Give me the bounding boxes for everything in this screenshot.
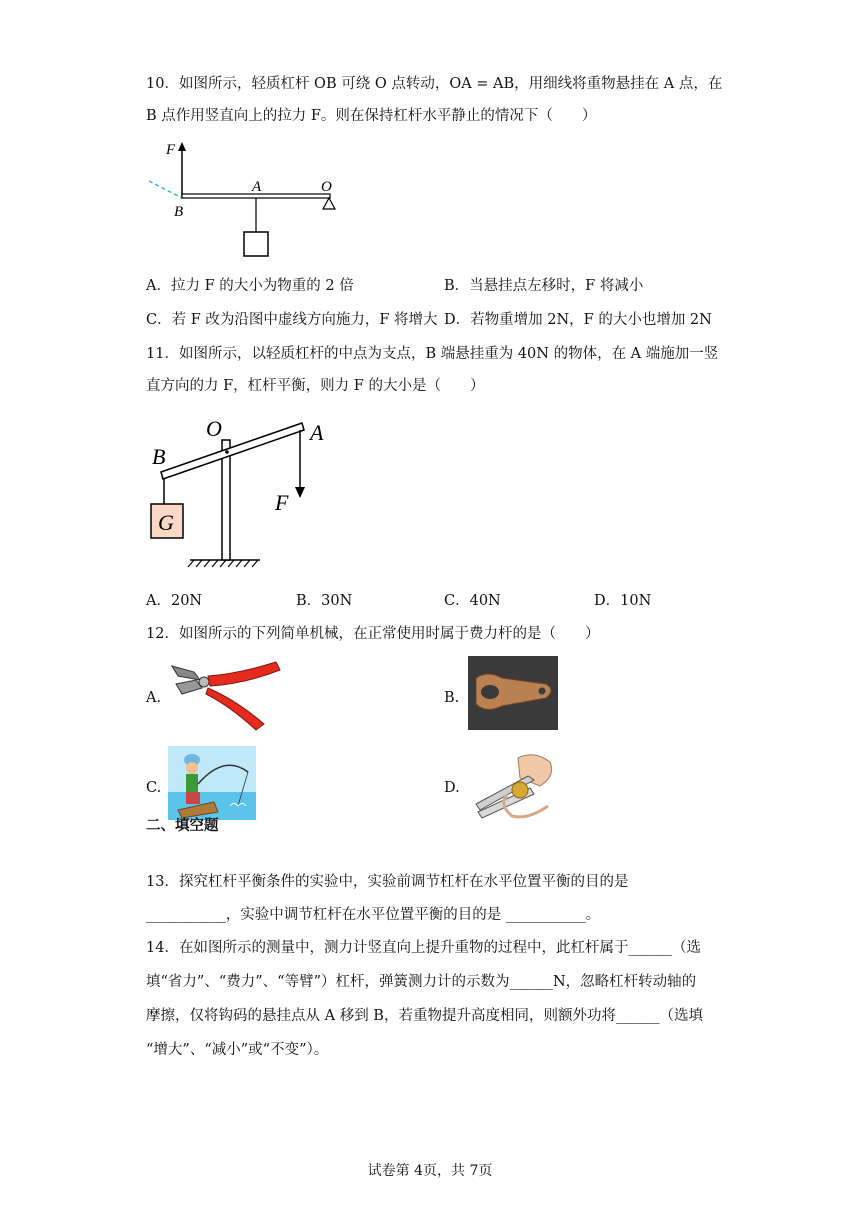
force-arrow-head — [178, 142, 186, 151]
q11-option-d: D．10N — [594, 593, 652, 609]
label-A: A — [310, 420, 324, 445]
q10-option-c: C．若 F 改为沿图中虚线方向施力，F 将增大 — [146, 312, 438, 328]
dashed-force-direction — [149, 181, 182, 198]
page-footer: 试卷第 4页，共 7页 — [367, 1163, 493, 1179]
q10-line2: B 点作用竖直向上的拉力 F。则在保持杠杆水平静止的情况下（ ） — [146, 108, 597, 124]
q11-line1: 11．如图所示，以轻质杠杆的中点为支点，B 端悬挂重为 40N 的物体，在 A 端施加一竖 — [146, 346, 719, 362]
nutcracker-image — [468, 746, 560, 822]
bottle-opener-image — [468, 656, 558, 730]
force-arrow-head — [295, 487, 305, 498]
q10-option-b: B．当悬挂点左移时，F 将减小 — [444, 278, 644, 294]
q10-option-a: A．拉力 F 的大小为物重的 2 倍 — [146, 278, 354, 294]
label-A: A — [252, 179, 262, 195]
pivot-point — [225, 450, 229, 454]
label-F: F — [166, 142, 176, 158]
q11-option-a: A．20N — [146, 593, 203, 609]
weight-block — [244, 232, 268, 256]
label-O: O — [206, 416, 222, 441]
label-F: F — [275, 490, 289, 515]
label-O: O — [321, 179, 332, 195]
q13-line2: ___________，实验中调节杠杆在水平位置平衡的目的是 ___________。 — [146, 907, 601, 923]
section-title: 二、填空题 — [146, 817, 219, 834]
q12-option-c: C. — [146, 780, 162, 796]
q13-line1: 13．探究杠杆平衡条件的实验中，实验前调节杠杆在水平位置平衡的目的是 — [146, 874, 629, 890]
label-B: B — [152, 444, 166, 469]
pliers-image — [168, 654, 284, 734]
ground-hatch — [188, 560, 258, 567]
q10-lever-figure — [140, 136, 350, 266]
fulcrum-triangle — [323, 198, 335, 209]
lever-bar — [161, 423, 304, 479]
q11-option-b: B．30N — [296, 593, 353, 609]
q10-line1: 10．如图所示，轻质杠杆 OB 可绕 O 点转动，OA = AB，用细线将重物悬挂在 A 点，在 — [146, 76, 723, 92]
q11-option-c: C．40N — [444, 593, 501, 609]
label-G: G — [158, 510, 174, 535]
fishing-rod-image — [168, 746, 256, 820]
q14-line2: 填“省力”、“费力”、“等臂”）杠杆，弹簧测力计的示数为______N，忽略杠杆转动轴的 — [146, 974, 697, 990]
q12-line1: 12．如图所示的下列简单机械，在正常使用时属于费力杆的是（ ） — [146, 626, 600, 642]
label-B: B — [174, 204, 184, 220]
q12-option-b: B. — [444, 690, 460, 706]
q12-option-a: A. — [146, 690, 162, 706]
q12-option-d: D. — [444, 780, 460, 796]
q11-line2: 直方向的力 F，杠杆平衡，则力 F 的大小是（ ） — [146, 378, 485, 394]
q14-line1: 14．在如图所示的测量中，测力计竖直向上提升重物的过程中，此杠杆属于______（选 — [146, 940, 701, 956]
q10-option-d: D．若物重增加 2N，F 的大小也增加 2N — [444, 312, 712, 328]
q14-line4: “增大”、“减小”或“不变”）。 — [146, 1042, 329, 1058]
q14-line3: 摩擦，仅将钩码的悬挂点从 A 移到 B，若重物提升高度相同，则额外功将______（选填 — [146, 1008, 703, 1024]
q11-lever-figure — [140, 410, 350, 575]
